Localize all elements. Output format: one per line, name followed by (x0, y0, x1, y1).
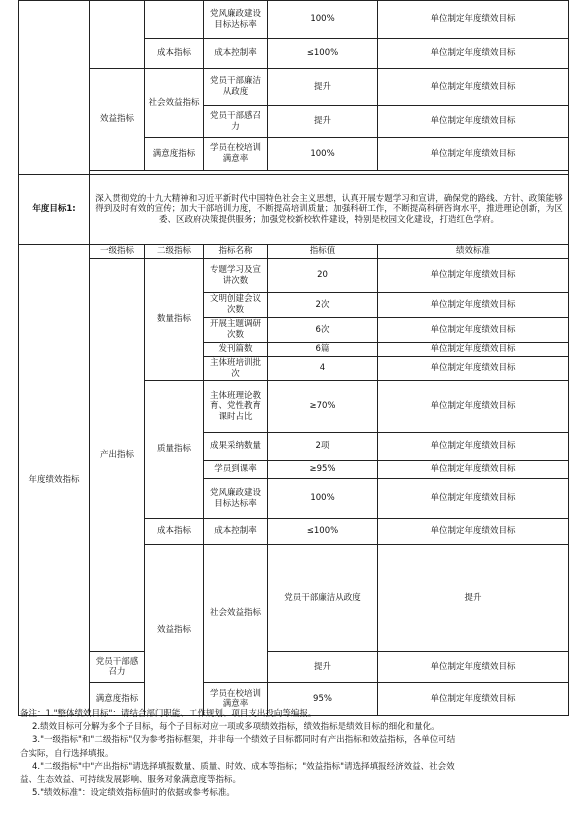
note-2: 2.绩效目标可分解为多个子目标，每个子目标对应一项或多项绩效指标，绩效指标是绩效目标的细化和量化。 (32, 722, 440, 733)
note-5: 5."绩效标准"：设定绩效指标值时的依据或参考标准。 (32, 788, 235, 799)
top-empty-cell (19, 1, 90, 175)
indicator-name: 学员在校培训满意率 (204, 138, 268, 171)
indicator-value: ≤100% (268, 519, 378, 545)
level1-indicator: 效益指标 (145, 545, 204, 716)
indicator-value: 100% (268, 138, 378, 171)
level2-indicator: 成本指标 (145, 519, 204, 545)
indicator-name: 文明创建会议次数 (204, 293, 268, 318)
indicator-name: 党员干部感召力 (204, 106, 268, 138)
header-level1: 一级指标 (90, 245, 145, 259)
note-3: 3."一级指标"和"二级指标"仅为参考指标框架，并非每一个绩效子目标都同时有产出指标和效益指标，各单位可结 (32, 735, 456, 746)
top-l2-empty-cell (145, 1, 204, 39)
level2-indicator: 满意度指标 (145, 138, 204, 171)
note-1: 备注：1."整体绩效目标"：请结合部门职能、工作规划、项目支出投向等编报。 (20, 709, 317, 719)
indicator-name: 主体班培训批次 (204, 357, 268, 381)
performance-standard: 单位制定年度绩效目标 (378, 343, 569, 357)
performance-standard: 单位制定年度绩效目标 (378, 461, 569, 479)
level1-indicator: 产出指标 (90, 259, 145, 652)
performance-table (18, 0, 569, 716)
performance-standard: 单位制定年度绩效目标 (378, 357, 569, 381)
indicator-value: 95% (268, 683, 378, 716)
indicator-name: 发刊篇数 (204, 343, 268, 357)
indicator-value: 提升 (378, 545, 569, 652)
indicator-name: 学员在校培训满意率 (204, 683, 268, 716)
level2-indicator: 满意度指标 (90, 683, 145, 716)
annual-perf-label: 年度绩效指标 (19, 245, 90, 716)
indicator-value: 2次 (268, 293, 378, 318)
indicator-name: 专题学习及宣讲次数 (204, 259, 268, 293)
performance-standard: 单位制定年度绩效目标 (378, 381, 569, 433)
header-level2: 二级指标 (145, 245, 204, 259)
performance-standard: 单位制定年度绩效目标 (378, 293, 569, 318)
indicator-value: 2项 (268, 433, 378, 461)
performance-standard: 单位制定年度绩效目标 (378, 106, 569, 138)
indicator-value: 20 (268, 259, 378, 293)
level2-indicator: 社会效益指标 (145, 69, 204, 138)
indicator-value: 4 (268, 357, 378, 381)
indicator-value: 提升 (268, 652, 378, 683)
level2-indicator: 质量指标 (145, 381, 204, 519)
performance-standard: 单位制定年度绩效目标 (378, 479, 569, 519)
performance-standard: 单位制定年度绩效目标 (378, 39, 569, 69)
indicator-name: 党员干部感召力 (90, 652, 145, 683)
note-3-continued: 合实际，自行选择填报。 (20, 748, 114, 759)
header-indicator-value: 指标值 (268, 245, 378, 259)
annual-goal-text: 深入贯彻党的十九大精神和习近平新时代中国特色社会主义思想，认真开展专题学习和宣讲，确保党的路线、方针、政策能够得到及时有效的宣传；加大干部培训力度，不断提高培训质量；加强科研工作，不断提高科研咨询水平，推进理论创新，为区委、区政府决策提供服务；加强党校新校软件建设，特别是校园文化建设，打造红色学府。 (90, 175, 569, 245)
indicator-name: 党员干部廉洁从政度 (204, 69, 268, 106)
performance-standard: 单位制定年度绩效目标 (378, 519, 569, 545)
indicator-name: 主体班理论教育、党性教育课时占比 (204, 381, 268, 433)
performance-standard: 单位制定年度绩效目标 (378, 138, 569, 171)
indicator-name: 党员干部廉洁从政度 (268, 545, 378, 652)
indicator-value: 6篇 (268, 343, 378, 357)
level2-indicator: 数量指标 (145, 259, 204, 381)
indicator-name: 党风廉政建设目标达标率 (204, 1, 268, 39)
indicator-value: 100% (268, 1, 378, 39)
performance-standard: 单位制定年度绩效目标 (378, 683, 569, 716)
level2-indicator: 成本指标 (145, 39, 204, 69)
top-output-l1-cell (90, 1, 145, 69)
performance-standard: 单位制定年度绩效目标 (378, 318, 569, 343)
indicator-name: 学员到课率 (204, 461, 268, 479)
note-4-continued: 益、生态效益、可持续发展影响、服务对象满意度等指标。 (20, 774, 242, 785)
indicator-name: 成本控制率 (204, 39, 268, 69)
indicator-value: 100% (268, 479, 378, 519)
performance-standard: 单位制定年度绩效目标 (378, 69, 569, 106)
indicator-name: 成本控制率 (204, 519, 268, 545)
level1-indicator: 效益指标 (90, 69, 145, 171)
note-4: 4."二级指标"中"产出指标"请选择填报数量、质量、时效、成本等指标；"效益指标"请选择填报经济效益、社会效 (32, 761, 455, 772)
header-performance-standard: 绩效标准 (378, 245, 569, 259)
indicator-value: 提升 (268, 106, 378, 138)
performance-standard: 单位制定年度绩效目标 (378, 259, 569, 293)
header-indicator-name: 指标名称 (204, 245, 268, 259)
indicator-name: 开展主题调研次数 (204, 318, 268, 343)
performance-standard: 单位制定年度绩效目标 (378, 652, 569, 683)
indicator-value: ≥95% (268, 461, 378, 479)
indicator-value: ≤100% (268, 39, 378, 69)
notes-section (20, 708, 568, 800)
performance-standard: 单位制定年度绩效目标 (378, 1, 569, 39)
indicator-value: ≥70% (268, 381, 378, 433)
performance-standard: 单位制定年度绩效目标 (378, 433, 569, 461)
level2-indicator: 社会效益指标 (204, 545, 268, 683)
indicator-name: 党风廉政建设目标达标率 (204, 479, 268, 519)
indicator-name: 成果采纳数量 (204, 433, 268, 461)
annual-goal-label: 年度目标1: (19, 175, 90, 245)
indicator-value: 6次 (268, 318, 378, 343)
indicator-value: 提升 (268, 69, 378, 106)
